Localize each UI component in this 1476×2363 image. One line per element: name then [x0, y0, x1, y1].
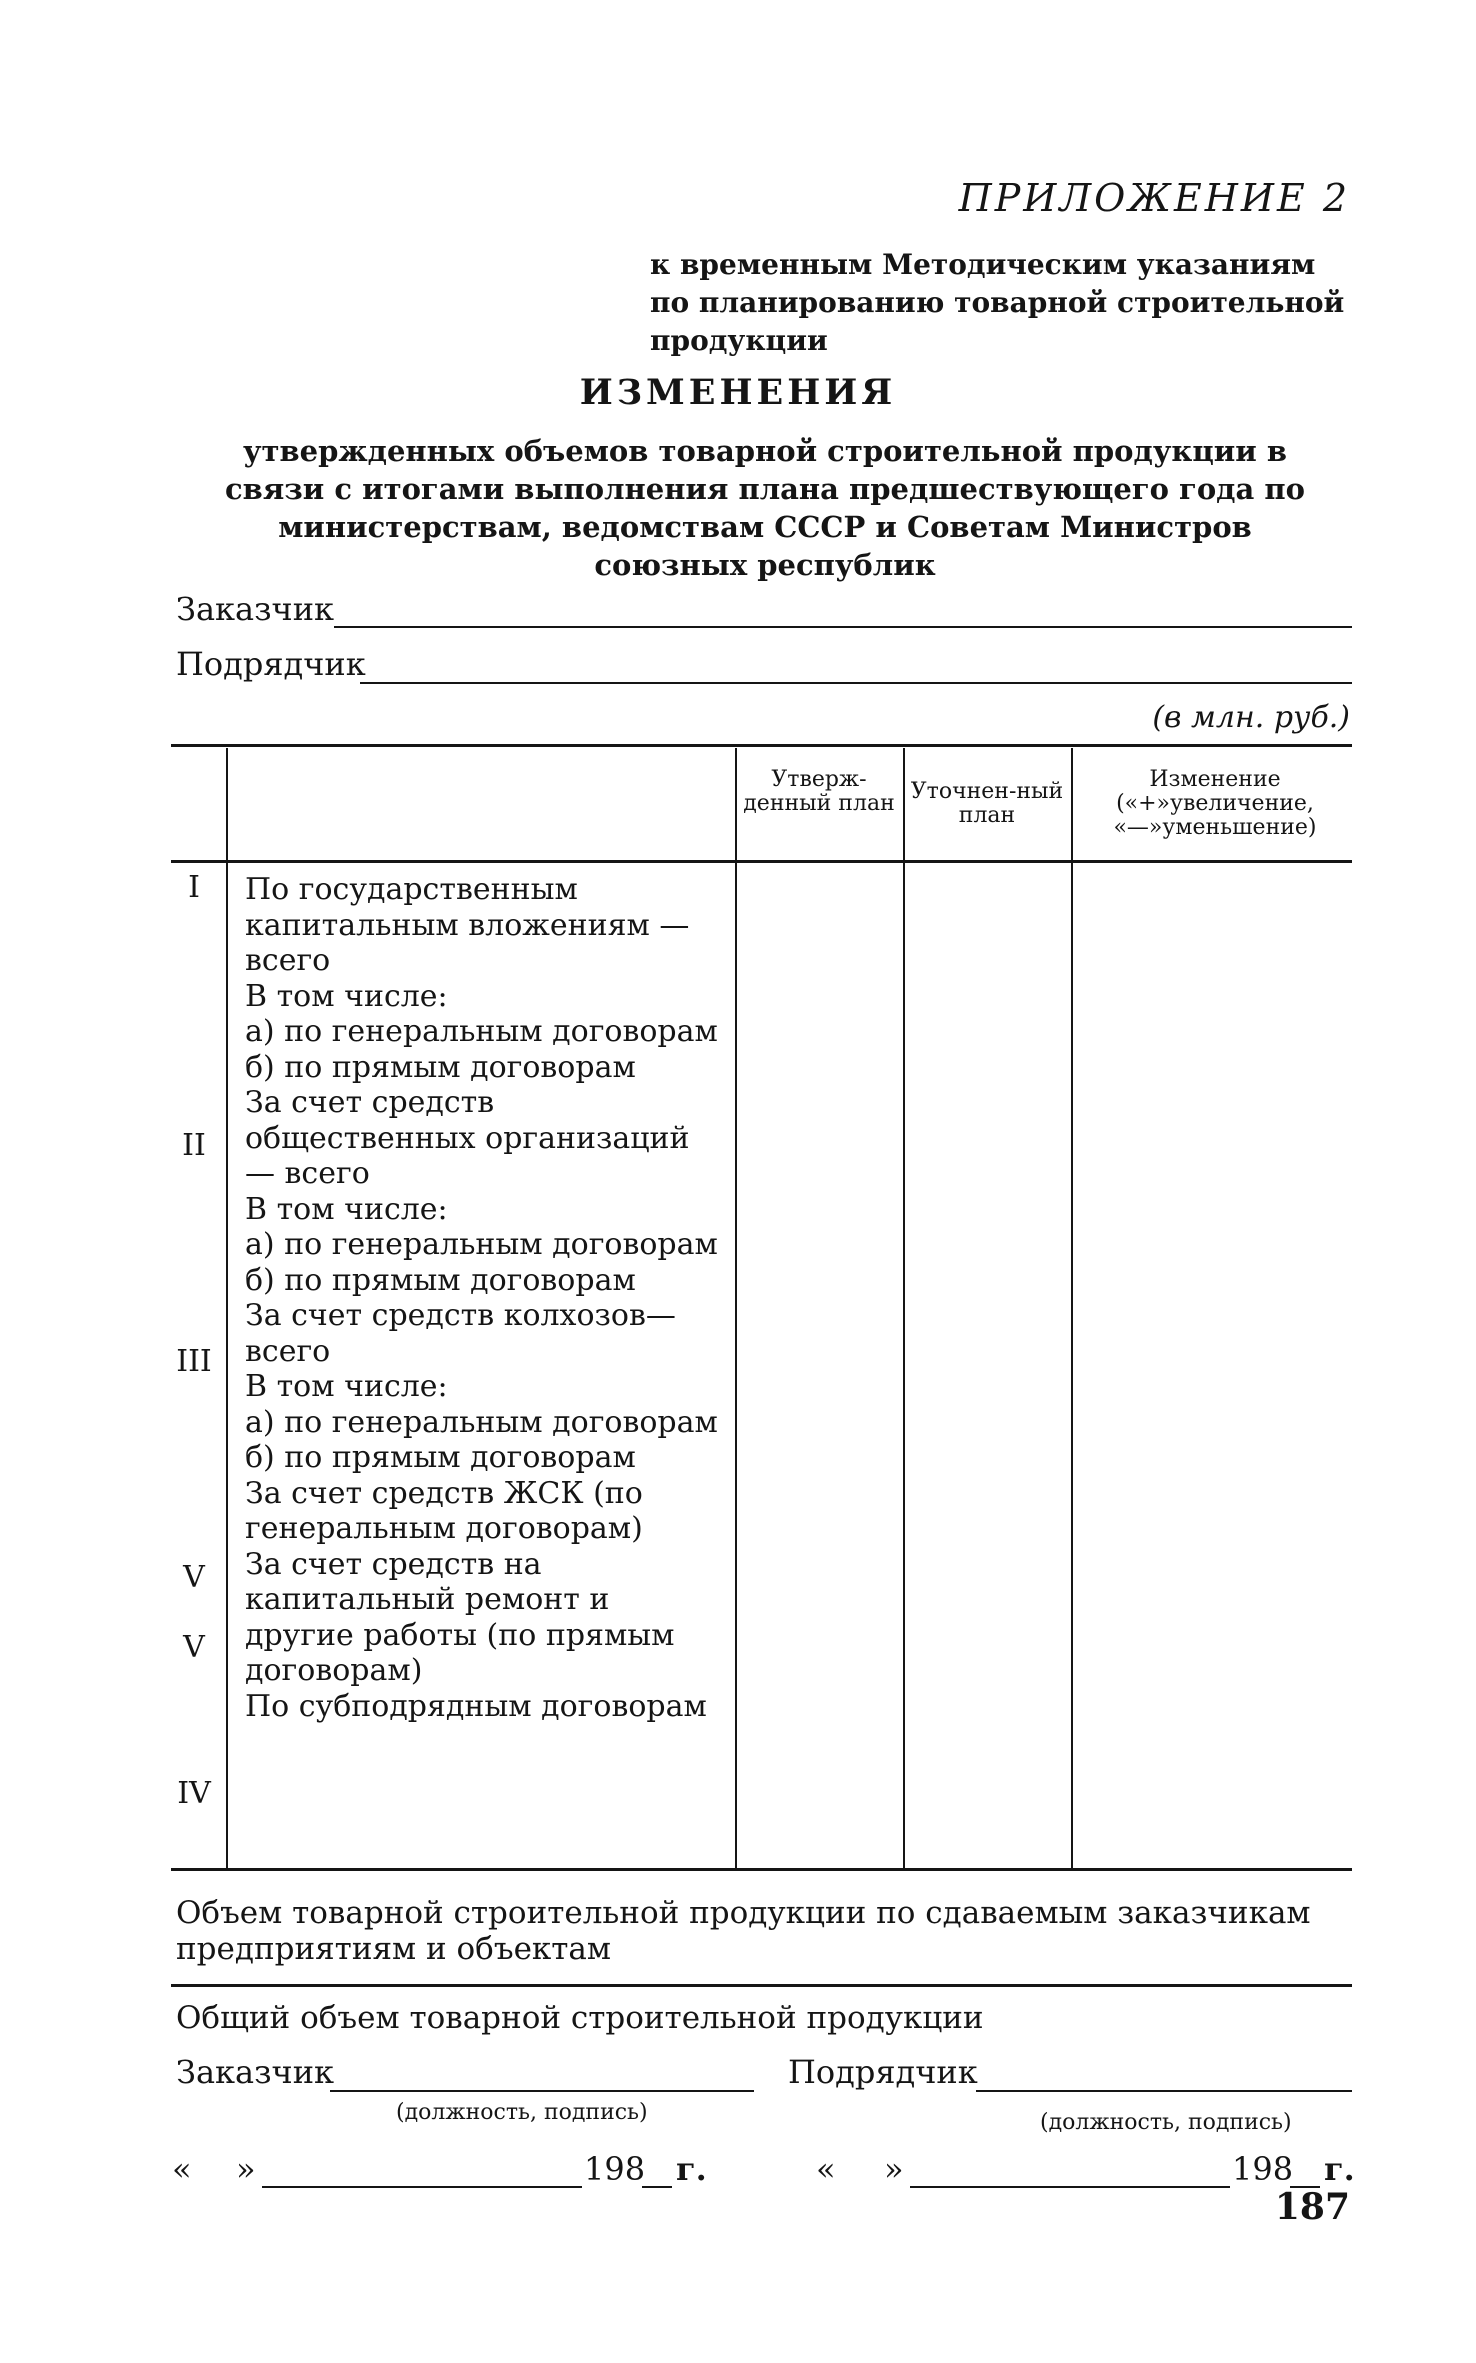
signature-customer-label: Заказчик — [176, 2053, 335, 2091]
customer-date-close-quote: » — [236, 2150, 256, 2188]
row-number: III — [176, 1344, 212, 1379]
table-row-text: За счет средств общественных организаций — всего — [245, 1085, 690, 1191]
contractor-date-close-quote: » — [884, 2150, 904, 2188]
row-number: II — [182, 1128, 206, 1163]
table-row-text: За счет средств колхозов— всего — [245, 1298, 676, 1369]
summary-total: Общий объем товарной строительной продукции — [176, 2000, 984, 2036]
table-row-text: За счет средств на капитальный ремонт и другие работы (по прямым договорам) — [245, 1546, 675, 1688]
table-row-text: В том числе: — [245, 1191, 448, 1227]
table-row-text: По субподрядным договорам — [245, 1688, 707, 1724]
col-header-revised-plan: Уточнен-ный план — [910, 779, 1064, 828]
document-subtitle: утвержденных объемов товарной строительной продукции в связи с итогами выполнения плана предшествующего года по министерствам, ведомствам СССР и Советам Министров союзных республик — [225, 434, 1305, 582]
table-row-text: За счет средств ЖСК (по генеральным договорам) — [245, 1475, 643, 1546]
summary-rule — [171, 1984, 1352, 1987]
table-row-texts — [245, 872, 727, 1724]
signature-contractor-label: Подрядчик — [788, 2053, 978, 2091]
column-divider — [903, 748, 905, 1868]
contractor-signature-caption: (должность, подпись) — [1040, 2110, 1292, 2135]
table-row-text: а) по генеральным договорам — [245, 1014, 718, 1049]
appendix-note: к временным Методическим указаниям по планированию товарной строительной продукции — [650, 248, 1345, 357]
table-top-rule — [171, 744, 1352, 747]
col-header-approved-plan: Утверж-денный план — [743, 767, 895, 816]
table-header-rule — [171, 860, 1352, 863]
table-row-text: а) по генеральным договорам — [245, 1227, 718, 1262]
row-number: IV — [177, 1776, 211, 1811]
contractor-date-suffix: г. — [1324, 2150, 1355, 2188]
customer-date-year: 198 — [584, 2150, 646, 2188]
customer-date-open-quote: « — [172, 2150, 192, 2188]
table-row-text: В том числе: — [245, 1369, 448, 1404]
units-label: (в млн. руб.) — [1152, 700, 1350, 735]
appendix-label: ПРИЛОЖЕНИЕ 2 — [958, 176, 1350, 220]
contractor-field-label: Подрядчик — [176, 645, 366, 683]
contractor-date-year: 198 — [1232, 2150, 1294, 2188]
row-number: V — [183, 1560, 205, 1595]
table-row-text: В том числе: — [245, 978, 448, 1014]
contractor-date-line — [910, 2186, 1230, 2188]
customer-year-line — [642, 2186, 672, 2188]
table-row-text: а) по генеральным договорам — [245, 1404, 718, 1440]
summary-handed-over: Объем товарной строительной продукции по сдаваемым заказчикам предприятиям и объектам — [176, 1895, 1311, 1967]
customer-signature-line — [330, 2090, 754, 2092]
col-header-change: Изменение («+»увеличение, «—»уменьшение) — [1113, 767, 1317, 840]
customer-field-label: Заказчик — [176, 590, 335, 628]
row-number: V — [183, 1630, 205, 1665]
customer-date-suffix: г. — [676, 2150, 707, 2188]
column-divider — [1071, 748, 1073, 1868]
page-number: 187 — [1274, 2186, 1350, 2228]
document-title: ИЗМЕНЕНИЯ — [579, 372, 897, 413]
table-row-text: По государственным капитальным вложениям — всего — [245, 872, 690, 978]
table-row-text: б) по прямым договорам — [245, 1049, 636, 1085]
column-divider — [735, 748, 737, 1868]
column-divider — [226, 748, 228, 1868]
row-number: I — [188, 870, 200, 905]
table-row-text: б) по прямым договорам — [245, 1440, 636, 1475]
contractor-date-open-quote: « — [816, 2150, 836, 2188]
table-row-text: б) по прямым договорам — [245, 1262, 636, 1298]
contractor-signature-line — [976, 2090, 1352, 2092]
table-bottom-rule — [171, 1868, 1352, 1871]
customer-date-line — [262, 2186, 582, 2188]
customer-signature-caption: (должность, подпись) — [396, 2100, 648, 2125]
